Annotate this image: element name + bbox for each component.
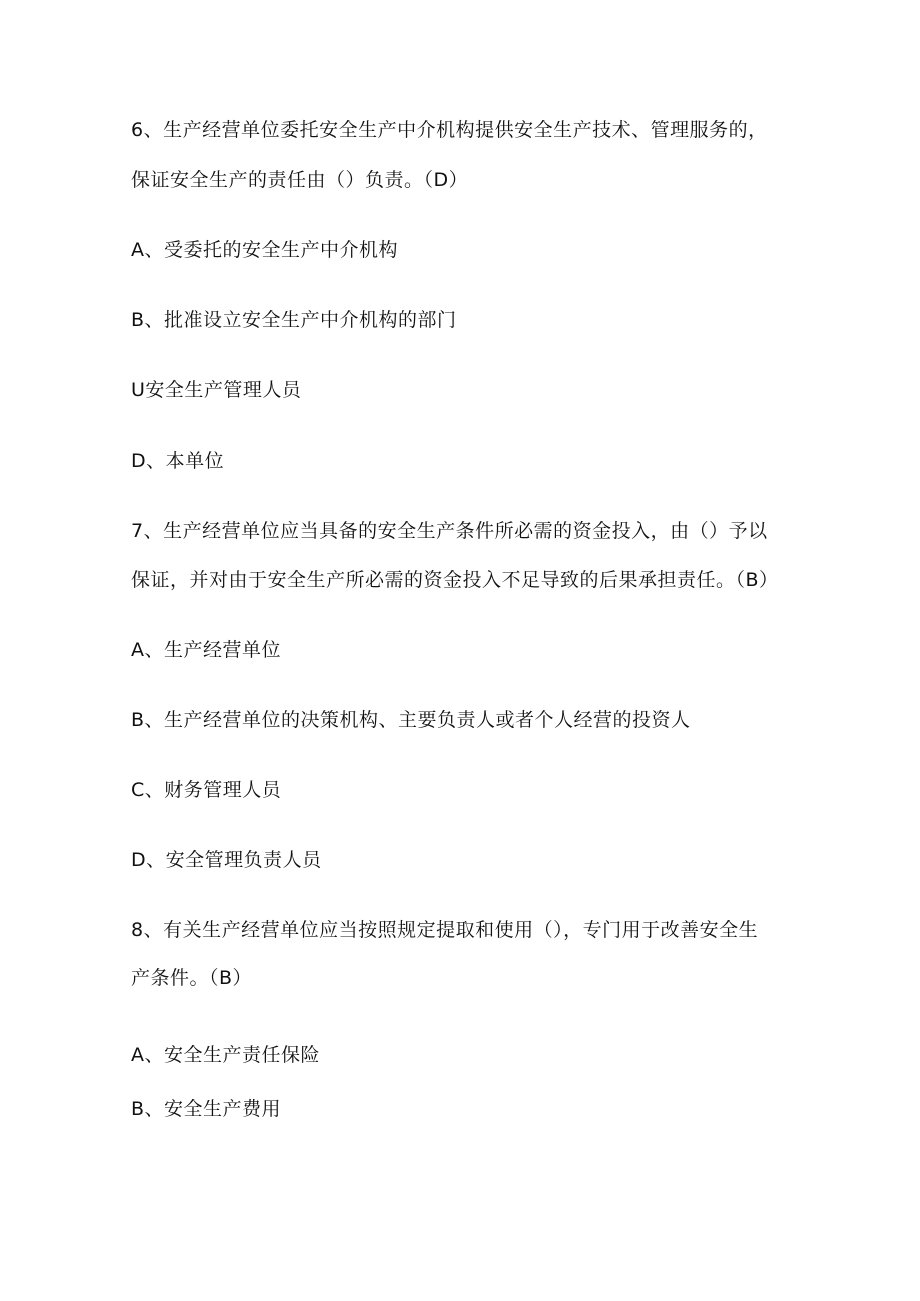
question-6-stem-line-1: 6、生产经营单位委托安全生产中介机构提供安全生产技术、管理服务的， <box>131 119 768 141</box>
question-7-option-d: D、安全管理负责人员 <box>131 849 322 871</box>
question-8-option-b: B、安全生产费用 <box>131 1098 282 1120</box>
question-6-option-a: A、受委托的安全生产中介机构 <box>131 239 398 261</box>
question-7-stem-line-2: 保证，并对由于安全生产所必需的资金投入不足导致的后果承担责任。（B） <box>131 569 779 591</box>
question-8-stem-line-2: 产条件。（B） <box>131 967 253 989</box>
question-8-option-a: A、安全生产责任保险 <box>131 1044 320 1066</box>
question-7-option-c: C、财务管理人员 <box>131 779 282 801</box>
question-6-option-d: D、本单位 <box>131 450 225 472</box>
question-6-stem-line-2: 保证安全生产的责任由（）负责。（D） <box>131 169 469 191</box>
question-7-stem-line-1: 7、生产经营单位应当具备的安全生产条件所必需的资金投入，由（）予以 <box>131 520 768 542</box>
question-7-option-b: B、生产经营单位的决策机构、主要负责人或者个人经营的投资人 <box>131 709 691 731</box>
question-7-option-a: A、生产经营单位 <box>131 639 281 661</box>
question-6-option-b: B、批准设立安全生产中介机构的部门 <box>131 309 457 331</box>
question-6-option-c: U安全生产管理人员 <box>131 379 302 401</box>
question-8-stem-line-1: 8、有关生产经营单位应当按照规定提取和使用（），专门用于改善安全生 <box>131 919 759 941</box>
